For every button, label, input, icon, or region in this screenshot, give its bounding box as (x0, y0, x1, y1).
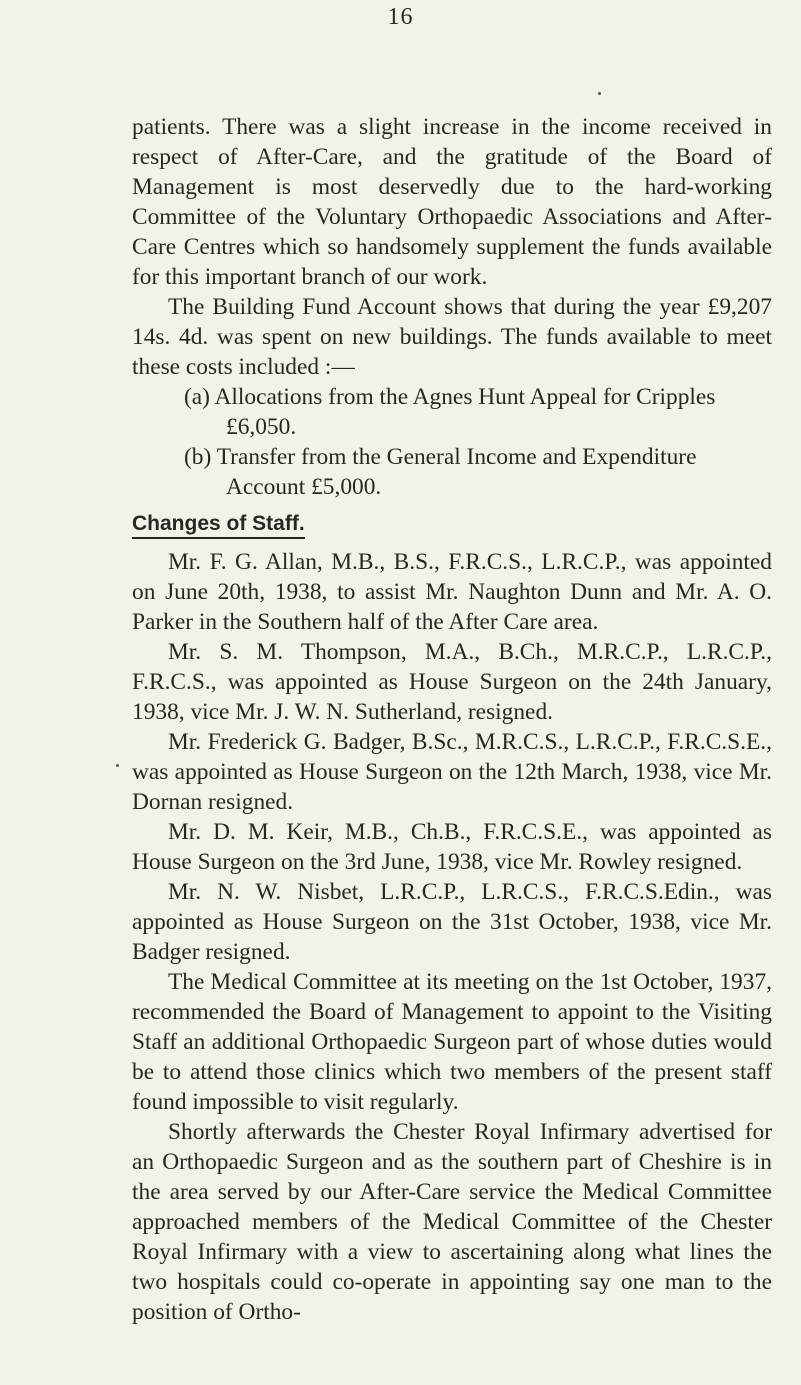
paragraph-keir-appointment: Mr. D. M. Keir, M.B., Ch.B., F.R.C.S.E., was appointed as House Surgeon on the 3rd June, 1938, vice Mr. Rowley resigned. (132, 819, 772, 875)
margin-mark (598, 92, 601, 95)
paragraph-chester-royal-infirmary: Shortly afterwards the Chester Royal Infirmary advertised for an Orthopaedic Surgeon and as the southern part of Cheshire is in the area served by our After-Care service the Medical Committee approached members of the Medical Committee of the Chester Royal Infirmary with a view to ascertaining along what lines the two hospitals could co-operate in appointing say one man to the position of Ortho- (132, 1119, 772, 1325)
paragraph-badger-appointment: Mr. Frederick G. Badger, B.Sc., M.R.C.S., L.R.C.P., F.R.C.S.E., was appointed as House Surgeon on the 12th March, 1938, vice Mr. Dornan resigned. (132, 729, 772, 815)
paragraph-allan-appointment: Mr. F. G. Allan, M.B., B.S., F.R.C.S., L.R.C.P., was appointed on June 20th, 1938, to assist Mr. Naughton Dunn and Mr. A. O. Parker in the Southern half of the After Care area. (132, 549, 772, 635)
section-heading-changes-of-staff: Changes of Staff. (132, 512, 305, 539)
page-number: 16 (387, 4, 414, 30)
list-item-agnes-hunt-appeal: (a) Allocations from the Agnes Hunt Appeal for Cripples £6,050. (184, 384, 716, 440)
paragraph-building-fund: The Building Fund Account shows that during the year £9,207 14s. 4d. was spent on new buildings. The funds available to meet these costs included :— (132, 294, 772, 380)
margin-mark (116, 764, 119, 767)
list-item-general-income-transfer: (b) Transfer from the General Income and Expenditure Account £5,000. (184, 444, 697, 500)
paragraph-after-care-income: patients. There was a slight increase in the income received in respect of After-Care, and the gratitude of the Board of Management is most deservedly due to the hard-working Committee of the Voluntary Orthopaedic Associations and After-Care Centres which so handsomely supplement the funds available for this important branch of our work. (132, 114, 772, 290)
paragraph-nisbet-appointment: Mr. N. W. Nisbet, L.R.C.P., L.R.C.S., F.R.C.S.Edin., was appointed as House Surgeon on the 31st October, 1938, vice Mr. Badger resigned. (132, 879, 772, 965)
body-text (132, 112, 772, 1327)
paragraph-thompson-appointment: Mr. S. M. Thompson, M.A., B.Ch., M.R.C.P., L.R.C.P., F.R.C.S., was appointed as House Surgeon on the 24th January, 1938, vice Mr. J. W. N. Sutherland, resigned. (132, 639, 772, 725)
paragraph-medical-committee: The Medical Committee at its meeting on the 1st October, 1937, recommended the Board of Management to appoint to the Visiting Staff an additional Orthopaedic Surgeon part of whose duties would be to attend those clinics which two members of the present staff found impossible to visit regularly. (132, 969, 772, 1115)
